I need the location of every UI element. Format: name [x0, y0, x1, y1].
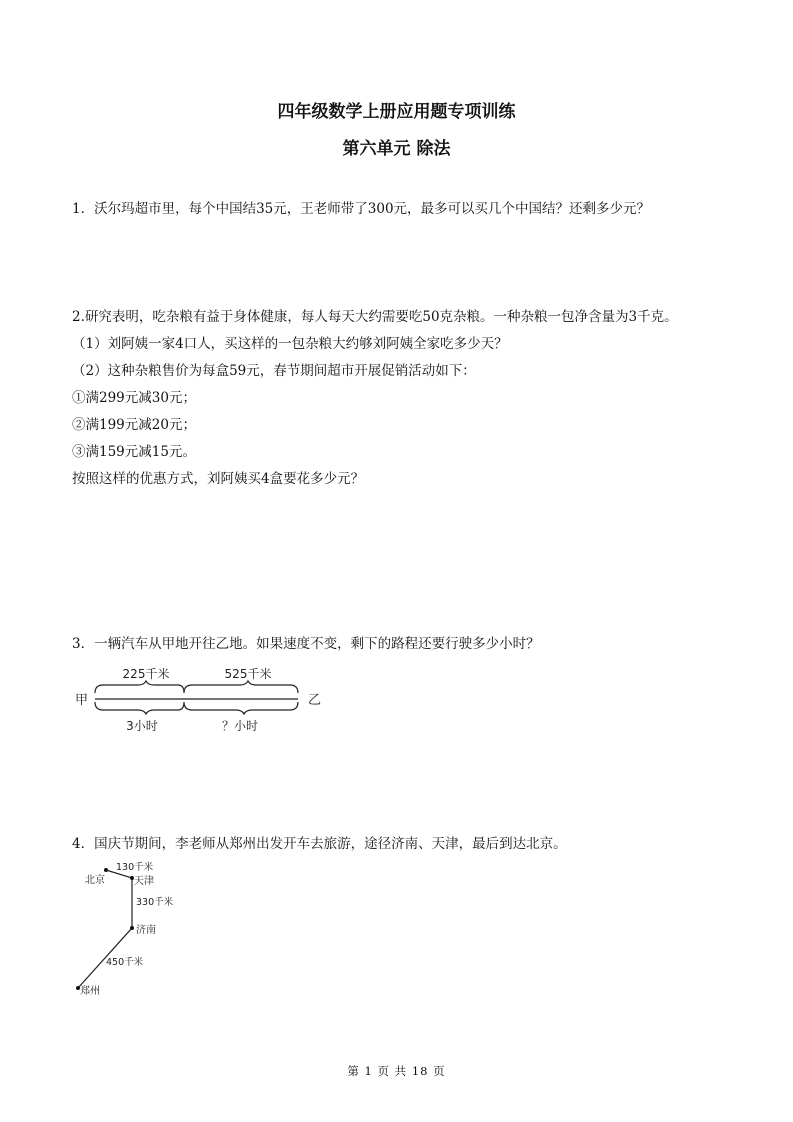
time-label-2: ？小时: [221, 719, 259, 733]
question-2-ask: 按照这样的优惠方式，刘阿姨买4盒要花多少元？: [72, 471, 365, 487]
jinan-dot: [130, 926, 134, 930]
time-label-1: 3小时: [126, 719, 158, 733]
unit-subtitle: 第六单元 除法: [342, 139, 451, 159]
jinan-label: 济南: [136, 925, 156, 936]
distance-label-2: 330千米: [136, 897, 174, 908]
question-1: 1．沃尔玛超市里，每个中国结35元，王老师带了300元，最多可以买几个中国结？还剩多少元？: [72, 201, 651, 217]
route-map: [66, 852, 206, 1002]
upper-brace-1: [95, 681, 184, 693]
distance-label-1: 130千米: [116, 862, 154, 873]
lower-brace-2: [184, 702, 298, 714]
start-label: 甲: [75, 693, 89, 708]
route-path: [78, 870, 132, 988]
offer-2: ②满199元减20元；: [72, 417, 196, 433]
dist-label-2: 525千米: [224, 667, 272, 681]
page-title: 四年级数学上册应用题专项训练: [277, 102, 516, 122]
question-4: 4．国庆节期间，李老师从郑州出发开车去旅游，途径济南、天津，最后到达北京。: [72, 836, 567, 852]
offer-1: ①满299元减30元；: [72, 390, 196, 406]
lower-brace-1: [95, 702, 184, 714]
distance-label-3: 450千米: [106, 957, 144, 968]
question-2-part-2: （2）这种杂粮售价为每盒59元，春节期间超市开展促销活动如下：: [72, 363, 476, 379]
dist-label-1: 225千米: [122, 667, 170, 681]
beijing-dot: [104, 868, 108, 872]
upper-brace-2: [184, 681, 298, 693]
beijing-label: 北京: [85, 875, 105, 886]
end-label: 乙: [308, 693, 322, 708]
line-segment-diagram: [68, 662, 348, 742]
tianjin-label: 天津: [134, 876, 154, 887]
question-2-part-1: （1）刘阿姨一家4口人，买这样的一包杂粮大约够刘阿姨全家吃多少天？: [72, 336, 508, 352]
page-footer: 第 1 页 共 18 页: [347, 1064, 446, 1078]
question-2-intro: 2.研究表明，吃杂粮有益于身体健康，每人每天大约需要吃50克杂粮。一种杂粮一包净含量为3千克。: [72, 309, 678, 325]
zhengzhou-label: 郑州: [80, 986, 100, 997]
offer-3: ③满159元减15元。: [72, 444, 196, 460]
question-3: 3．一辆汽车从甲地开往乙地。如果速度不变，剩下的路程还要行驶多少小时？: [72, 636, 540, 652]
